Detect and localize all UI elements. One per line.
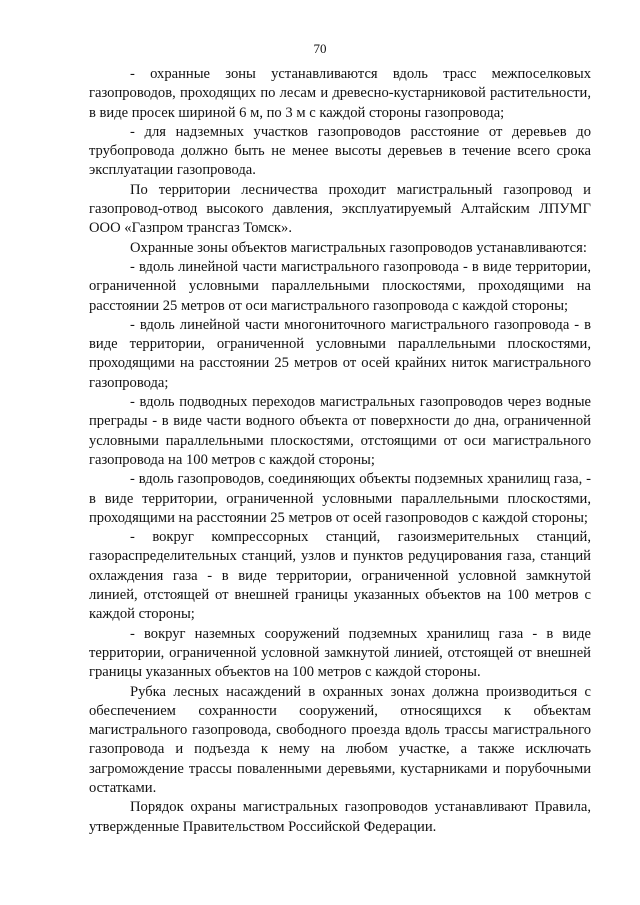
- paragraph-storage-facilities: - вокруг наземных сооружений подземных хранилищ газа - в виде территории, ограниченной условной замкнутой линией, отстоящей от внешней границы указанных объектов на 100 метров с каждой стороны.: [89, 625, 591, 681]
- document-body: [89, 65, 591, 837]
- paragraph-zones-intro: Охранные зоны объектов магистральных газопроводов устанавливаются:: [130, 239, 587, 256]
- paragraph-underwater-crossings: - вдоль подводных переходов магистральных газопроводов через водные преграды - в виде части водного объекта от поверхности до дна, ограниченной условными параллельными плоскостями, отстоящими от оси магистрального газопровода на 100 метров с каждой стороны;: [89, 394, 591, 468]
- paragraph-multi-line: - вдоль линейной части многониточного магистрального газопровода - в виде территории, ограниченной условными параллельными плоскостями, проходящими на расстоянии 25 метров от осей крайних ниток магистрального газопровода;: [89, 316, 591, 391]
- paragraph-storage-pipelines: - вдоль газопроводов, соединяющих объекты подземных хранилищ газа, - в виде территории, ограниченной условными параллельными плоскостями, проходящими на расстоянии 25 метров от осей газопроводов с каждой стороны;: [89, 471, 591, 526]
- paragraph-gas-pipeline-zones: - охранные зоны устанавливаются вдоль трасс межпоселковых газопроводов, проходящих по лесам и древесно-кустарниковой растительности, в виде просек шириной 6 м, по 3 м с каждой стороны газопровода;: [89, 66, 591, 121]
- paragraph-linear-part: - вдоль линейной части магистрального газопровода - в виде территории, ограниченной условными параллельными плоскостями, проходящими на расстоянии 25 метров от оси магистрального газопровода с каждой стороны;: [89, 258, 591, 314]
- paragraph-main-pipeline: По территории лесничества проходит магистральный газопровод и газопровод-отвод высокого давления, эксплуатируемый Алтайским ЛПУМГ ООО «Газпром трансгаз Томск».: [89, 181, 591, 237]
- paragraph-felling-rules: Рубка лесных насаждений в охранных зонах должна производиться с обеспечением сохранности сооружений, относящихся к объектам магистрального газопровода, свободного проезда вдоль трассы магистрального газопровода и подъезда к нему на любом участке, а также исключать загромождение трассы поваленными деревьями, кустарниками и порубочными остатками.: [89, 683, 591, 796]
- page-number: 70: [313, 41, 327, 56]
- paragraph-compressor-stations: - вокруг компрессорных станций, газоизмерительных станций, газораспределительных станций, узлов и пунктов редуцирования газа, станций охлаждения газа - в виде территории, ограниченной условной замкнутой линией, отстоящей от внешней границы указанных объектов на 100 метров с каждой стороны;: [89, 529, 591, 623]
- paragraph-protection-order: Порядок охраны магистральных газопроводов устанавливают Правила, утвержденные Правительством Российской Федерации.: [89, 799, 591, 835]
- paragraph-above-ground-sections: - для надземных участков газопроводов расстояние от деревьев до трубопровода должно быть не менее высоты деревьев в течение всего срока эксплуатации газопровода.: [89, 123, 591, 179]
